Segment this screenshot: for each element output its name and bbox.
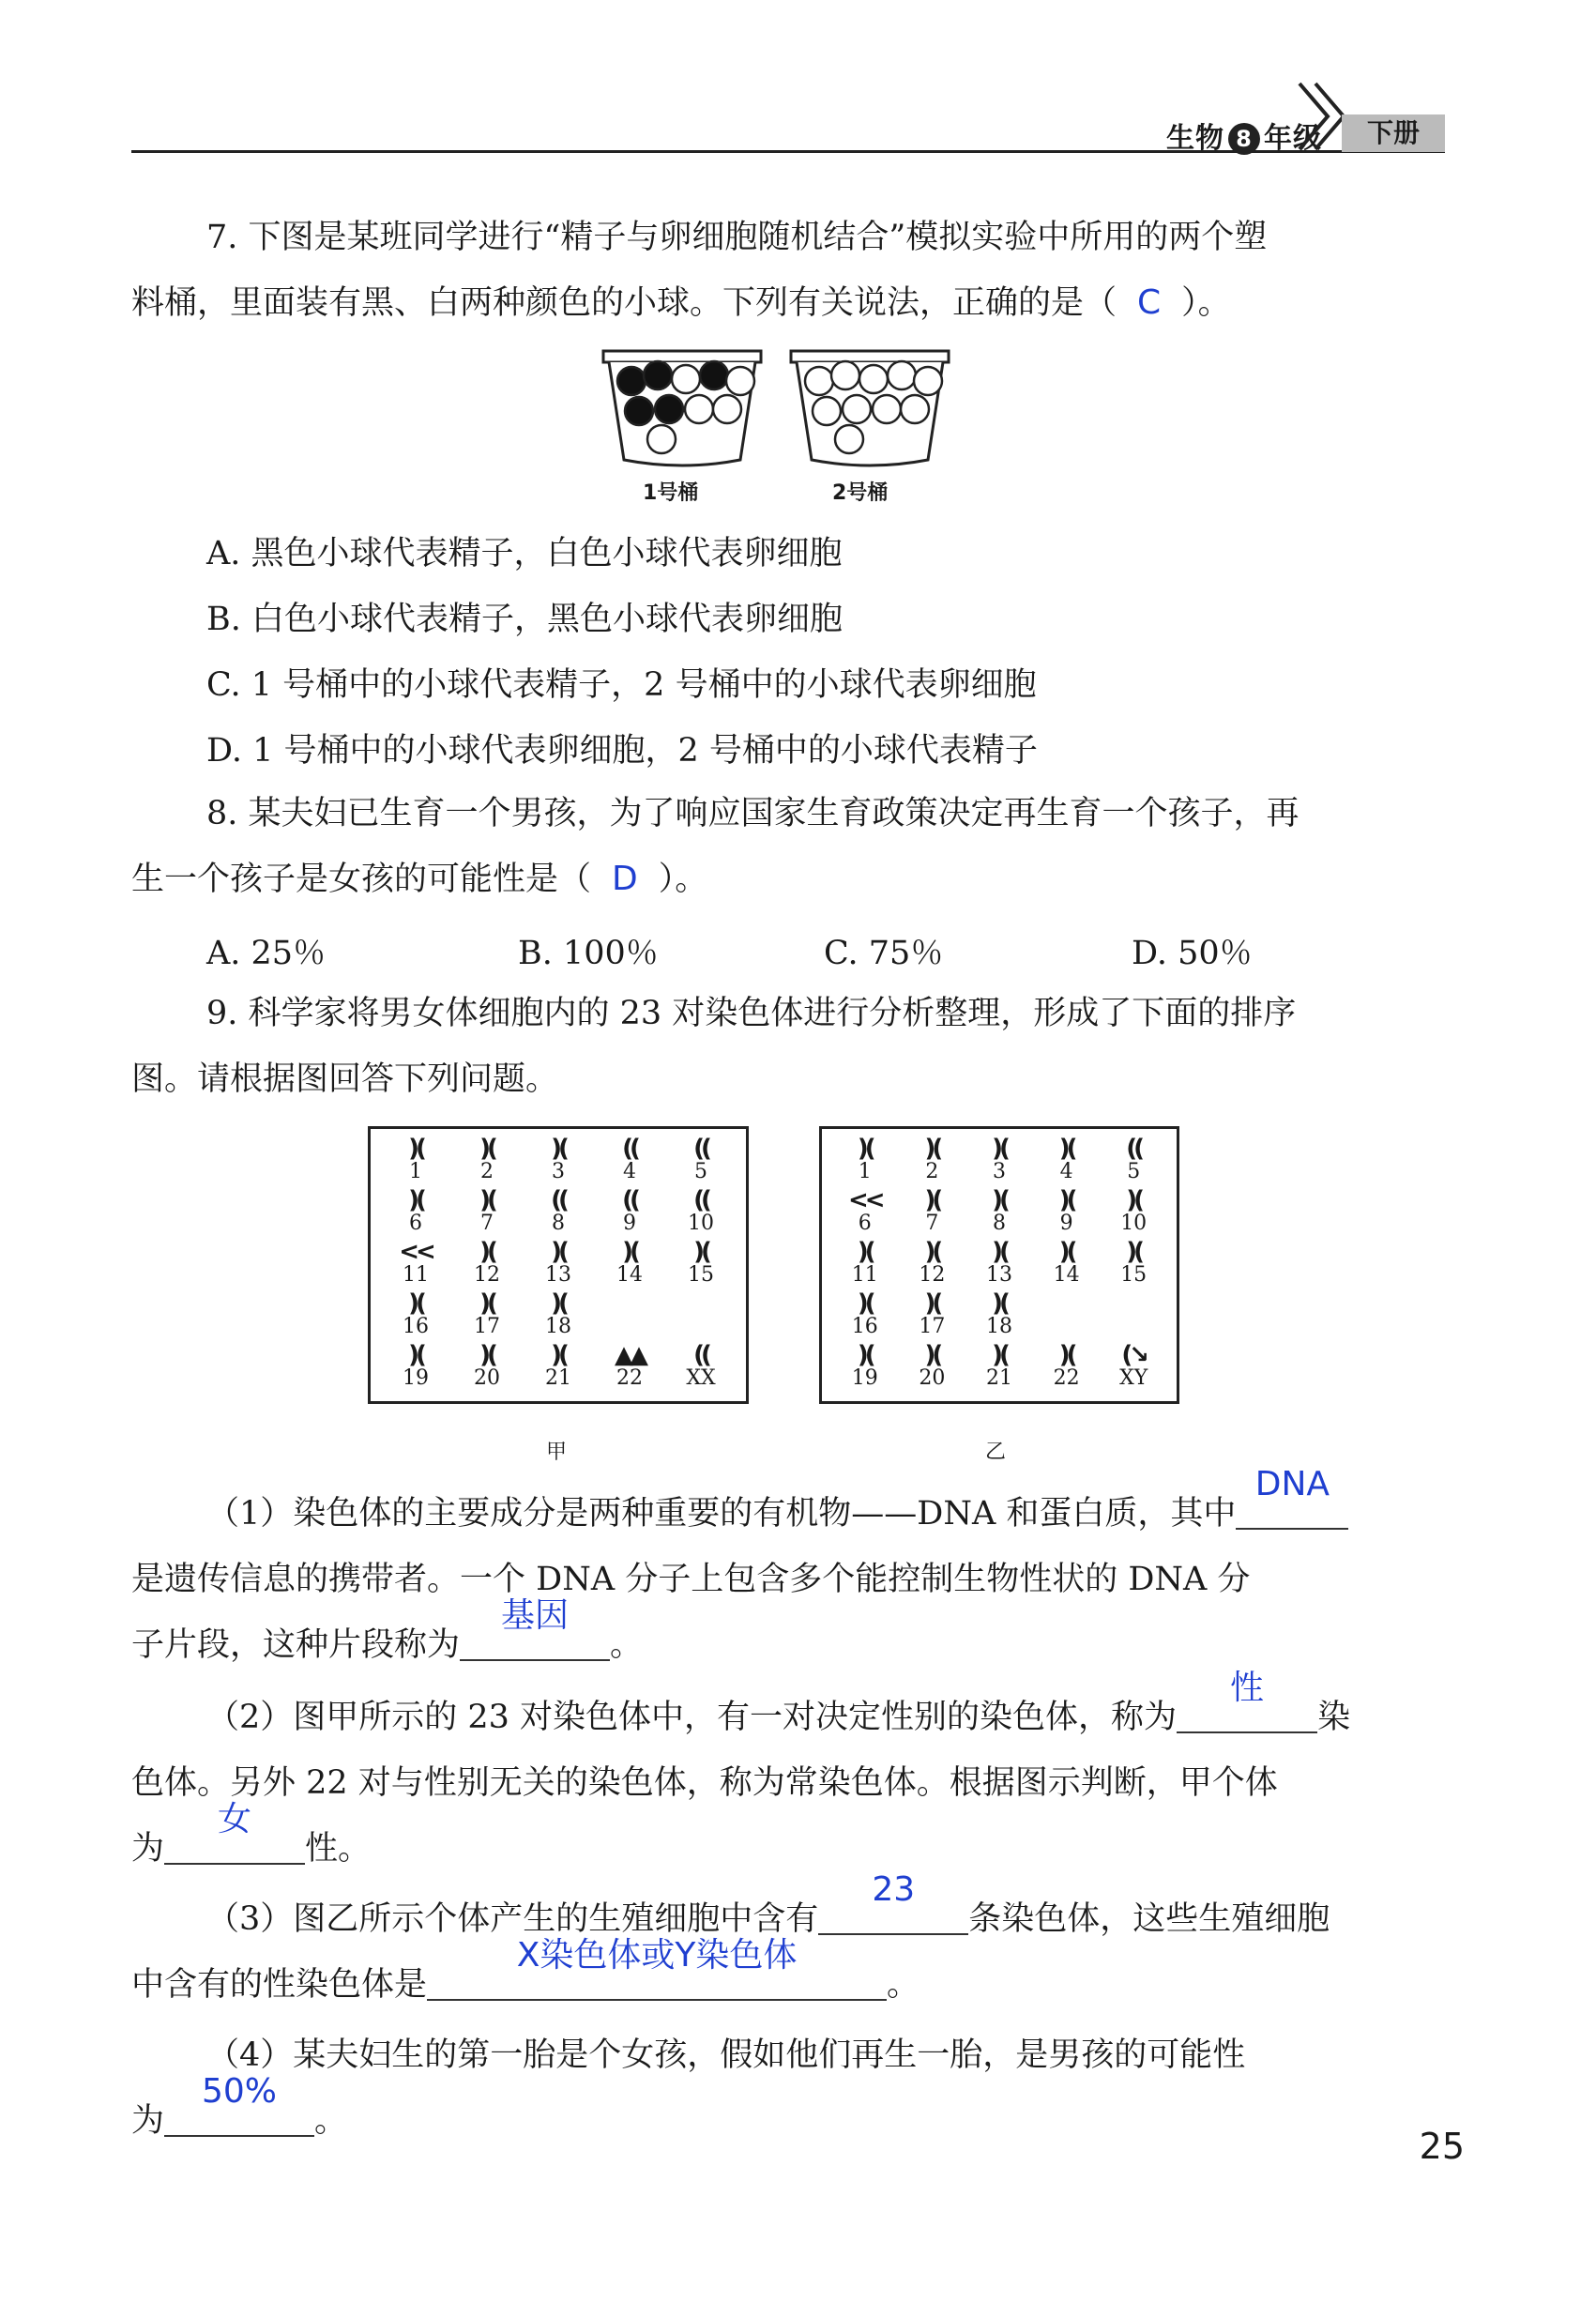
jia-chromosome-20 <box>459 1343 515 1390</box>
bucket1-ball-black <box>617 367 646 395</box>
q7-option-c: C. 1 号桶中的小球代表精子，2 号桶中的小球代表卵细胞 <box>206 666 1037 704</box>
chromosome-glyph: (( <box>693 1341 708 1369</box>
karyotype-jia-caption: 甲 <box>546 1441 568 1464</box>
chromosome-label: XY <box>1119 1366 1148 1390</box>
q8-line1: 8. 某夫妇已生育一个男孩，为了响应国家生育政策决定再生育一个孩子，再 <box>206 795 1300 832</box>
chromosome-glyph: )( <box>924 1289 940 1318</box>
q9-line2: 图。请根据图回答下列问题。 <box>131 1060 559 1098</box>
q9-s1-answer1: DNA <box>1254 1465 1330 1503</box>
q7-option-d: D. 1 号桶中的小球代表卵细胞，2 号桶中的小球代表精子 <box>206 732 1038 770</box>
bucket1-ball-white <box>672 365 700 393</box>
q9-s1-answer2: 基因 <box>501 1596 570 1635</box>
karyotype-jia <box>368 1126 749 1404</box>
jia-chromosome-8 <box>530 1188 586 1235</box>
jia-chromosome-18 <box>530 1291 586 1338</box>
chromosome-label: 2 <box>925 1160 939 1183</box>
chromosome-glyph: )( <box>924 1186 940 1214</box>
chromosome-label: 21 <box>545 1366 571 1390</box>
karyotype-yi-caption: 乙 <box>985 1441 1007 1464</box>
chromosome-glyph: )( <box>408 1289 423 1318</box>
chromosome-label: 22 <box>1053 1366 1080 1390</box>
q9-s1-line3: 子片段，这种片段称为 基因 。 <box>131 1596 644 1664</box>
chromosome-glyph: (( <box>622 1186 637 1214</box>
karyotype-yi <box>819 1126 1179 1404</box>
chromosome-glyph: )( <box>408 1341 423 1369</box>
bucket2-label: 2号桶 <box>832 481 889 505</box>
chromosome-label: 3 <box>552 1160 565 1183</box>
q9-s3-answer1: 23 <box>872 1870 916 1909</box>
yi-chromosome-3 <box>971 1136 1027 1183</box>
bucket2-ball-white <box>813 397 841 425</box>
q9-s3-answer2: X染色体或Y染色体 <box>516 1936 798 1975</box>
chromosome-glyph: )( <box>622 1238 637 1266</box>
chromosome-label: 7 <box>925 1212 939 1235</box>
jia-chromosome-15 <box>673 1240 729 1287</box>
chromosome-glyph: )( <box>551 1289 566 1318</box>
chromosome-label: 8 <box>993 1212 1006 1235</box>
bucket2-ball-white <box>888 361 916 389</box>
chromosome-label: 19 <box>851 1366 878 1390</box>
q9-s4-line1: （4）某夫妇生的第一胎是个女孩，假如他们再生一胎，是男孩的可能性 <box>206 2036 1246 2074</box>
chromosome-glyph: )( <box>479 1238 494 1266</box>
yi-chromosome-9 <box>1039 1188 1095 1235</box>
chromosome-glyph: )( <box>924 1135 940 1163</box>
chromosome-label: 15 <box>1120 1263 1148 1287</box>
q8-answer: D <box>612 860 638 898</box>
q8-option-c: C. 75％ <box>824 935 944 972</box>
jia-chromosome-14 <box>601 1240 658 1287</box>
chromosome-glyph: )( <box>551 1341 566 1369</box>
chromosome-label: 13 <box>986 1263 1012 1287</box>
chromosome-label: 5 <box>1127 1160 1141 1183</box>
chromosome-label: 10 <box>1120 1212 1148 1235</box>
yi-chromosome-13 <box>971 1240 1027 1287</box>
chromosome-glyph: (↘ <box>1121 1341 1147 1369</box>
jia-chromosome-3 <box>530 1136 586 1183</box>
q9-s4-line2: 为 50% 。 <box>131 2072 348 2140</box>
chromosome-glyph: << <box>399 1238 433 1266</box>
chromosome-label: 20 <box>474 1366 500 1390</box>
chromosome-label: 9 <box>623 1212 636 1235</box>
yi-chromosome-18 <box>971 1291 1027 1338</box>
page-number: 25 <box>1419 2126 1465 2167</box>
chromosome-label: 19 <box>403 1366 429 1390</box>
chromosome-label: 13 <box>545 1263 571 1287</box>
chromosome-glyph: )( <box>551 1135 566 1163</box>
chromosome-label: 8 <box>552 1212 565 1235</box>
bucket2-ball-white <box>835 425 863 453</box>
chromosome-label: 2 <box>480 1160 494 1183</box>
chromosome-glyph: )( <box>924 1238 940 1266</box>
chromosome-glyph: )( <box>479 1186 494 1214</box>
chromosome-glyph: (( <box>693 1186 708 1214</box>
chromosome-glyph: (( <box>551 1186 566 1214</box>
chromosome-glyph: )( <box>992 1238 1007 1266</box>
yi-chromosome-2 <box>904 1136 960 1183</box>
chromosome-label: 22 <box>616 1366 643 1390</box>
chromosome-glyph: )( <box>992 1341 1007 1369</box>
jia-chromosome-11 <box>388 1240 444 1287</box>
chromosome-label: 11 <box>851 1263 878 1287</box>
chromosome-glyph: )( <box>693 1238 708 1266</box>
jia-chromosome-4 <box>601 1136 658 1183</box>
bucket2-ball-white <box>859 365 888 393</box>
chromosome-label: 14 <box>616 1263 643 1287</box>
chromosome-label: 10 <box>688 1212 714 1235</box>
yi-chromosome-22 <box>1039 1343 1095 1390</box>
q7-option-b: B. 白色小球代表精子，黑色小球代表卵细胞 <box>206 601 843 638</box>
chromosome-glyph: )( <box>992 1135 1007 1163</box>
yi-chromosome-21 <box>971 1343 1027 1390</box>
chromosome-glyph: )( <box>992 1289 1007 1318</box>
yi-chromosome-7 <box>904 1188 960 1235</box>
q9-s1-line1: （1）染色体的主要成分是两种重要的有机物——DNA 和蛋白质，其中 DNA <box>206 1481 1348 1547</box>
yi-chromosome-4 <box>1039 1136 1095 1183</box>
chromosome-label: 5 <box>694 1160 707 1183</box>
chromosome-glyph: )( <box>992 1186 1007 1214</box>
chromosome-label: 4 <box>1059 1160 1073 1183</box>
yi-chromosome-12 <box>904 1240 960 1287</box>
chromosome-glyph: )( <box>479 1341 494 1369</box>
chromosome-glyph: )( <box>857 1135 873 1163</box>
chromosome-label: 7 <box>480 1212 494 1235</box>
chromosome-glyph: )( <box>408 1135 423 1163</box>
yi-chromosome-6 <box>837 1188 893 1235</box>
yi-chromosome-XY <box>1105 1343 1162 1390</box>
yi-chromosome-16 <box>837 1291 893 1338</box>
chromosome-glyph: (( <box>1126 1135 1142 1163</box>
chromosome-label: 15 <box>688 1263 714 1287</box>
bucket1-ball-black <box>700 361 728 389</box>
chromosome-glyph: )( <box>857 1289 873 1318</box>
chromosome-label: 16 <box>403 1315 429 1338</box>
bucket1-ball-white <box>685 395 713 423</box>
yi-chromosome-1 <box>837 1136 893 1183</box>
jia-chromosome-9 <box>601 1188 658 1235</box>
chromosome-label: 4 <box>623 1160 636 1183</box>
chromosome-label: 1 <box>858 1160 872 1183</box>
chromosome-glyph: )( <box>408 1186 423 1214</box>
chromosome-label: 9 <box>1059 1212 1073 1235</box>
q9-s3-line2: 中含有的性染色体是 X染色体或Y染色体 。 <box>131 1936 920 2004</box>
chromosome-glyph: )( <box>1058 1186 1074 1214</box>
chromosome-label: 6 <box>409 1212 422 1235</box>
q9-s1-blank2 <box>460 1596 610 1661</box>
bucket1-ball-black <box>625 397 653 425</box>
jia-chromosome-10 <box>673 1188 729 1235</box>
jia-chromosome-13 <box>530 1240 586 1287</box>
chromosome-label: 1 <box>409 1160 422 1183</box>
chromosome-glyph: )( <box>1126 1238 1142 1266</box>
chromosome-label: 20 <box>919 1366 946 1390</box>
q9-s2-line2: 色体。另外 22 对与性别无关的染色体，称为常染色体。根据图示判断，甲个体 <box>131 1764 1278 1802</box>
q7-answer: C <box>1137 283 1162 322</box>
chromosome-label: 17 <box>919 1315 946 1338</box>
yi-chromosome-19 <box>837 1343 893 1390</box>
chromosome-label: XX <box>686 1366 716 1390</box>
bucket2-ball-white <box>805 367 833 395</box>
jia-chromosome-XX <box>673 1343 729 1390</box>
bucket1-label: 1号桶 <box>643 481 699 505</box>
jia-chromosome-2 <box>459 1136 515 1183</box>
q9-s2-blank1 <box>1177 1669 1317 1733</box>
q7-line1: 7. 下图是某班同学进行“精子与卵细胞随机结合”模拟实验中所用的两个塑 <box>206 219 1268 256</box>
bucket1-ball-white <box>713 395 741 423</box>
chromosome-glyph: (( <box>693 1135 708 1163</box>
bucket2-ball-white <box>914 367 942 395</box>
jia-chromosome-17 <box>459 1291 515 1338</box>
chromosome-label: 14 <box>1053 1263 1080 1287</box>
q9-s2-line3: 为 女 性。 <box>131 1800 372 1868</box>
chromosome-glyph: ▲▲ <box>615 1341 645 1369</box>
chromosome-glyph: )( <box>1058 1238 1074 1266</box>
jia-chromosome-6 <box>388 1188 444 1235</box>
chromosome-label: 21 <box>986 1366 1012 1390</box>
bucket2-ball-white <box>843 395 871 423</box>
q8-option-b: B. 100％ <box>518 935 659 972</box>
yi-chromosome-17 <box>904 1291 960 1338</box>
chromosome-label: 17 <box>474 1315 500 1338</box>
q9-s3-line1: （3）图乙所示个体产生的生殖细胞中含有 23 条染色体，这些生殖细胞 <box>206 1870 1330 1938</box>
jia-chromosome-22 <box>601 1343 658 1390</box>
bucket1-ball-white <box>726 367 754 395</box>
q8-option-d: D. 50％ <box>1132 935 1253 972</box>
chromosome-glyph: )( <box>479 1289 494 1318</box>
chromosome-label: 6 <box>858 1212 872 1235</box>
q7-option-a: A. 黑色小球代表精子，白色小球代表卵细胞 <box>206 535 843 572</box>
bucket1-ball-black <box>644 361 672 389</box>
chromosome-glyph: )( <box>1058 1135 1074 1163</box>
chromosome-glyph: )( <box>551 1238 566 1266</box>
chromosome-glyph: << <box>848 1186 882 1214</box>
q9-s2-line1: （2）图甲所示的 23 对染色体中，有一对决定性别的染色体，称为 性 染 <box>206 1669 1351 1736</box>
yi-chromosome-20 <box>904 1343 960 1390</box>
q9-s2-answer1: 性 <box>1230 1669 1265 1707</box>
jia-chromosome-7 <box>459 1188 515 1235</box>
bucket2-ball-white <box>901 395 929 423</box>
chromosome-glyph: )( <box>857 1238 873 1266</box>
chromosome-label: 11 <box>403 1263 429 1287</box>
q9-s3-blank1 <box>818 1870 968 1935</box>
chromosome-label: 18 <box>986 1315 1012 1338</box>
yi-chromosome-15 <box>1105 1240 1162 1287</box>
chromosome-label: 12 <box>474 1263 500 1287</box>
chromosome-glyph: )( <box>857 1341 873 1369</box>
header-title: 生物 8 年级 <box>1166 122 1322 155</box>
yi-chromosome-8 <box>971 1188 1027 1235</box>
chromosome-glyph: )( <box>479 1135 494 1163</box>
chromosome-glyph: )( <box>1058 1341 1074 1369</box>
chromosome-label: 16 <box>851 1315 878 1338</box>
volume-tab: 下册 <box>1342 114 1445 152</box>
jia-chromosome-1 <box>388 1136 444 1183</box>
bucket1-ball-white <box>647 425 676 453</box>
yi-chromosome-14 <box>1039 1240 1095 1287</box>
jia-chromosome-16 <box>388 1291 444 1338</box>
yi-chromosome-10 <box>1105 1188 1162 1235</box>
bucket2-ball-white <box>831 361 859 389</box>
chromosome-glyph: (( <box>622 1135 637 1163</box>
jia-chromosome-5 <box>673 1136 729 1183</box>
chromosome-glyph: )( <box>1126 1186 1142 1214</box>
bucket1-ball-black <box>655 395 683 423</box>
yi-chromosome-5 <box>1105 1136 1162 1183</box>
chromosome-label: 18 <box>545 1315 571 1338</box>
q9-line1: 9. 科学家将男女体细胞内的 23 对染色体进行分析整理，形成了下面的排序 <box>206 995 1297 1032</box>
q9-s4-answer: 50% <box>202 2072 278 2111</box>
jia-chromosome-21 <box>530 1343 586 1390</box>
grade-badge: 8 <box>1228 123 1260 155</box>
q8-line2: 生一个孩子是女孩的可能性是（ D ）。 <box>131 860 708 898</box>
jia-chromosome-12 <box>459 1240 515 1287</box>
q8-option-a: A. 25％ <box>206 935 327 972</box>
yi-chromosome-11 <box>837 1240 893 1287</box>
chromosome-label: 12 <box>919 1263 946 1287</box>
chromosome-glyph: )( <box>924 1341 940 1369</box>
jia-chromosome-19 <box>388 1343 444 1390</box>
bucket2-ball-white <box>873 395 901 423</box>
q9-s1-blank1 <box>1236 1465 1348 1530</box>
q7-line2: 料桶，里面装有黑、白两种颜色的小球。下列有关说法，正确的是（ C ）。 <box>131 283 1231 322</box>
q9-s2-answer2: 女 <box>218 1800 252 1838</box>
q9-s1-line2: 是遗传信息的携带者。一个 DNA 分子上包含多个能控制生物性状的 DNA 分 <box>131 1561 1251 1598</box>
chromosome-label: 3 <box>993 1160 1006 1183</box>
